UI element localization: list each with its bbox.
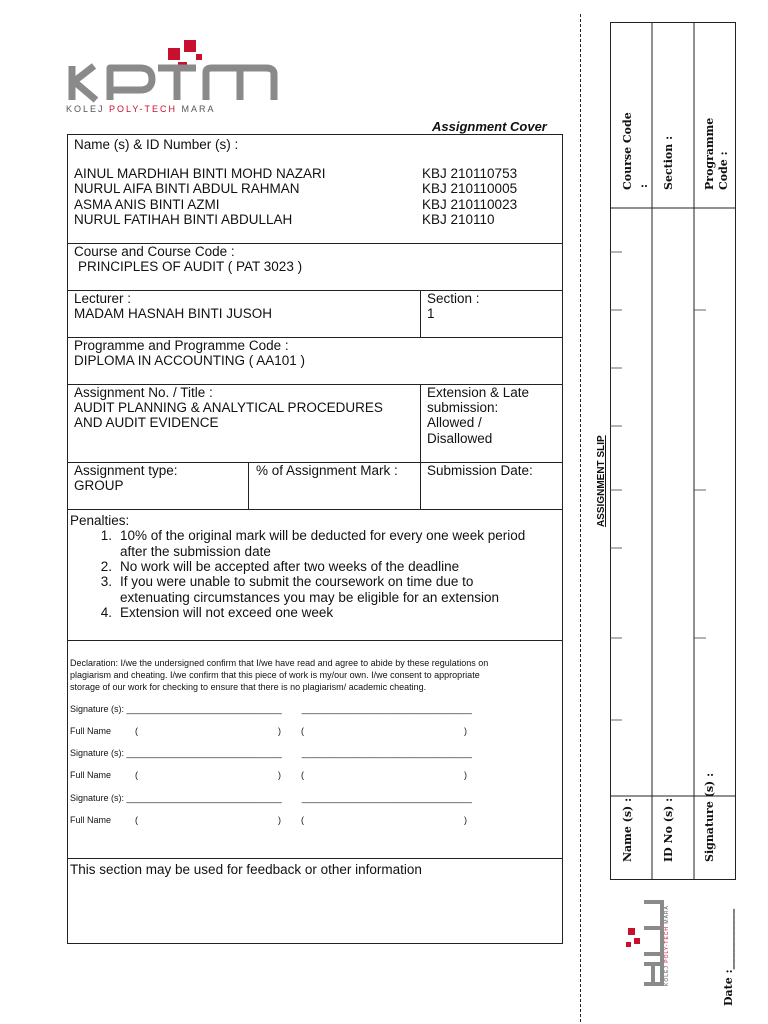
slip-brand-fullname: KOLEJ POLY-TECH MARA (664, 905, 670, 986)
slip-course-code: Course Code (621, 112, 634, 190)
extension-text: Disallowed (427, 431, 493, 446)
penalty-item: 2. No work will be accepted after two weeks of the deadline (100, 559, 460, 574)
lecturer-value: MADAM HASNAH BINTI JUSOH (74, 306, 273, 321)
slip-title: ASSIGNMENT SLIP (596, 435, 607, 527)
section-label: Section : (427, 291, 480, 306)
mark-label: % of Assignment Mark : (256, 463, 398, 478)
extension-text: submission: (427, 400, 499, 415)
lecturer-label: Lecturer : (74, 291, 132, 306)
penalties-label: Penalties: (70, 513, 130, 528)
brand-fullname: KOLEJ POLY-TECH MARA (66, 104, 216, 114)
signature-row: Signature (s): _______________________________ __________________________________ (70, 704, 472, 714)
fullname-row: Full Name ( ) ( ) (70, 815, 468, 825)
course-value: PRINCIPLES OF AUDIT ( PAT 3023 ) (78, 259, 303, 274)
declaration-text: storage of our work for checking to ensure that there is no plagiarism/ academic cheating. (70, 682, 427, 692)
student-id: KBJ 210110 (422, 212, 495, 227)
slip-course-code-colon: : (637, 183, 650, 188)
slip-name: Name (s) : (621, 797, 634, 862)
slip-section: Section : (662, 135, 675, 190)
slip-signature: Signature (s) : (703, 772, 716, 862)
programme-label: Programme and Programme Code : (74, 338, 289, 353)
penalty-item-cont: extenuating circumstances you may be eligible for an extension (120, 590, 499, 605)
type-label: Assignment type: (74, 463, 178, 478)
student-name: NURUL AIFA BINTI ABDUL RAHMAN (74, 181, 300, 196)
assignment-title: AUDIT PLANNING & ANALYTICAL PROCEDURES (74, 400, 383, 415)
feedback-label: This section may be used for feedback or other information (70, 862, 422, 877)
course-label: Course and Course Code : (74, 244, 235, 259)
type-value: GROUP (74, 478, 124, 493)
student-id: KBJ 210110753 (422, 166, 518, 181)
cut-line (580, 14, 581, 1022)
slip-programme: Programme (703, 117, 716, 190)
slip-programme-code: Code : (717, 151, 730, 190)
student-id: KBJ 210110023 (422, 197, 518, 212)
extension-text: Extension & Late (427, 385, 530, 400)
student-id: KBJ 210110005 (422, 181, 518, 196)
declaration-text: Declaration: I/we the undersigned confirm that I/we have read and agree to abide by these regulations on (70, 658, 489, 668)
signature-row: Signature (s): _______________________________ __________________________________ (70, 793, 472, 803)
form-title: Assignment Cover (432, 119, 547, 134)
penalty-item-cont: after the submission date (120, 544, 271, 559)
signature-row: Signature (s): _______________________________ __________________________________ (70, 748, 472, 758)
assignment-label: Assignment No. / Title : (74, 385, 213, 400)
slip-logo (622, 898, 672, 988)
student-name: NURUL FATIHAH BINTI ABDULLAH (74, 212, 293, 227)
fullname-row: Full Name ( ) ( ) (70, 726, 468, 736)
penalty-item: 1. 10% of the original mark will be deducted for every one week period (100, 528, 526, 543)
student-name: AINUL MARDHIAH BINTI MOHD NAZARI (74, 166, 326, 181)
kptm-logo (66, 40, 286, 120)
assignment-title: AND AUDIT EVIDENCE (74, 415, 219, 430)
penalty-item: 4. Extension will not exceed one week (100, 605, 334, 620)
names-label: Name (s) & ID Number (s) : (74, 137, 239, 152)
programme-value: DIPLOMA IN ACCOUNTING ( AA101 ) (74, 353, 306, 368)
declaration-text: plagiarism and cheating. I/we confirm that this piece of work is my/our own. I/we consent to appropriate (70, 670, 480, 680)
slip-date: Date :___________ (722, 908, 735, 1006)
penalty-item: 3. If you were unable to submit the coursework on time due to (100, 574, 474, 589)
student-name: ASMA ANIS BINTI AZMI (74, 197, 220, 212)
section-value: 1 (427, 306, 435, 321)
submission-label: Submission Date: (427, 463, 533, 478)
slip-id-no: ID No (s) : (662, 797, 675, 862)
extension-text: Allowed / (427, 415, 482, 430)
fullname-row: Full Name ( ) ( ) (70, 770, 468, 780)
